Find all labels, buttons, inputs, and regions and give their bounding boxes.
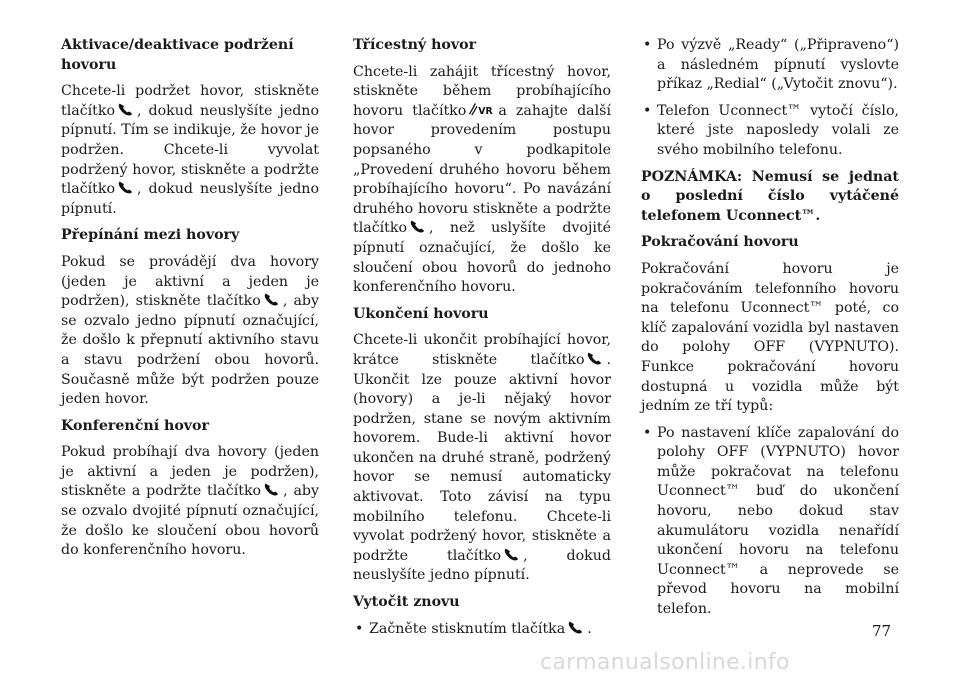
paragraph-conference-call: Pokud probíhají dva hovory (jeden je aktivní a jeden je podržen), stiskněte a podržte tlačítko , aby se ozvalo dvojité pípnutí označující, že došlo ke sloučení obou hovorů do konferenčního hovoru. xyxy=(61,444,319,559)
heading-conference-call: Konferenční hovor xyxy=(61,417,209,434)
paragraph-end-call: Chcete-li ukončit probíhající hovor, krátce stiskněte tlačítko . Ukončit lze pouze aktivní hovor (hovory) a je-li nějaký hovor podržen, stane se novým aktivním hovorem. Bude-li aktivní hovor ukončen na druhé straně, podržený hovor se nemusí automaticky aktivovat. Toto závisí na typu mobilního telefonu. Chcete-li vyvolat podržený hovor, stiskněte a podržte tlačítko , dokud neuslyšíte jedno pípnutí. xyxy=(353,332,611,584)
phone-icon xyxy=(503,547,521,562)
paragraph-hold-call: Chcete-li podržet hovor, stiskněte tlačítko , dokud neuslyšíte jedno pípnutí. Tím se indikuje, že hovor je podržen. Chcete-li vyvolat podržený hovor, stiskněte a podržte tlačítko , dokud neuslyšíte jedno pípnutí. xyxy=(61,83,319,217)
svg-text:VR: VR xyxy=(478,105,494,117)
list-item: • Telefon Uconnect™ vytočí číslo, které jste naposledy volali ze svého mobilního telefonu. xyxy=(641,102,899,161)
redial-steps-list xyxy=(641,36,899,161)
column-right xyxy=(641,36,899,627)
column-left xyxy=(61,36,319,568)
phone-icon xyxy=(409,219,427,234)
column-middle xyxy=(353,36,611,646)
phone-icon xyxy=(117,180,135,195)
heading-redial: Vytočit znovu xyxy=(353,594,460,611)
watermark: carmanualsonline.info xyxy=(540,650,790,675)
paragraph-switch-calls: Pokud se provádějí dva hovory (jeden je aktivní a jeden je podržen), stiskněte tlačítko , aby se ozvalo jedno pípnutí označující, že došlo k přepnutí aktivního stavu a stavu podržení obou hovorů. Současně může být podržen pouze jeden hovor. xyxy=(61,253,320,408)
phone-icon xyxy=(263,292,281,307)
list-item: • Po výzvě „Ready“ („Připraveno“) a následném pípnutí vyslovte příkaz „Redial“ („Vytočit znovu“). xyxy=(641,36,899,95)
phone-icon xyxy=(117,102,135,117)
heading-switch-calls: Přepínání mezi hovory xyxy=(61,227,240,244)
paragraph-three-way-call: Chcete-li zahájit třícestný hovor, stiskněte během probíhajícího hovoru tlačítko VR a zahajte další hovor provedením postupu popsaného v podkapitole „Provedení druhého hovoru během probíhajícího hovoru“. Po navázání druhého hovoru stiskněte a podržte tlačítko , než uslyšíte dvojité pípnutí označující, že došlo ke sloučení obou hovorů do jednoho konferenčního hovoru. xyxy=(353,63,611,296)
note-paragraph: POZNÁMKA: Nemusí se jednat o poslední číslo vytáčené telefonem Uconnect™. xyxy=(641,168,899,224)
voice-recognition-icon xyxy=(468,102,496,117)
redial-list xyxy=(353,620,611,640)
continuation-list xyxy=(641,424,899,620)
heading-hold-call: Aktivace/deaktivace podržení hovoru xyxy=(61,37,294,73)
heading-three-way-call: Třícestný hovor xyxy=(353,37,477,53)
paragraph-call-continuation: Pokračování hovoru je pokračováním telefonního hovoru na telefonu Uconnect™ poté, co klíč zapalování vozidla byl nastaven do polohy OFF (VYPNUTO). Funkce pokračování hovoru dostupná u vozidla může být jedním ze tří typů: xyxy=(641,260,899,415)
phone-icon xyxy=(586,351,604,366)
list-item: • Po nastavení klíče zapalování do polohy OFF (VYPNUTO) hovor může pokračovat na telefonu Uconnect™ buď do ukončení hovoru, nebo dokud stav akumulátoru vozidla nenařídí ukončení hovoru na telefonu Uconnect™ a neprovede se převod hovoru na mobilní telefon. xyxy=(641,424,899,620)
heading-end-call: Ukončení hovoru xyxy=(353,305,489,322)
heading-call-continuation: Pokračování hovoru xyxy=(641,234,799,251)
phone-icon xyxy=(263,482,281,497)
page-number: 77 xyxy=(872,622,892,640)
phone-icon xyxy=(567,620,585,635)
list-item: • Začněte stisknutím tlačítka . xyxy=(353,620,611,640)
